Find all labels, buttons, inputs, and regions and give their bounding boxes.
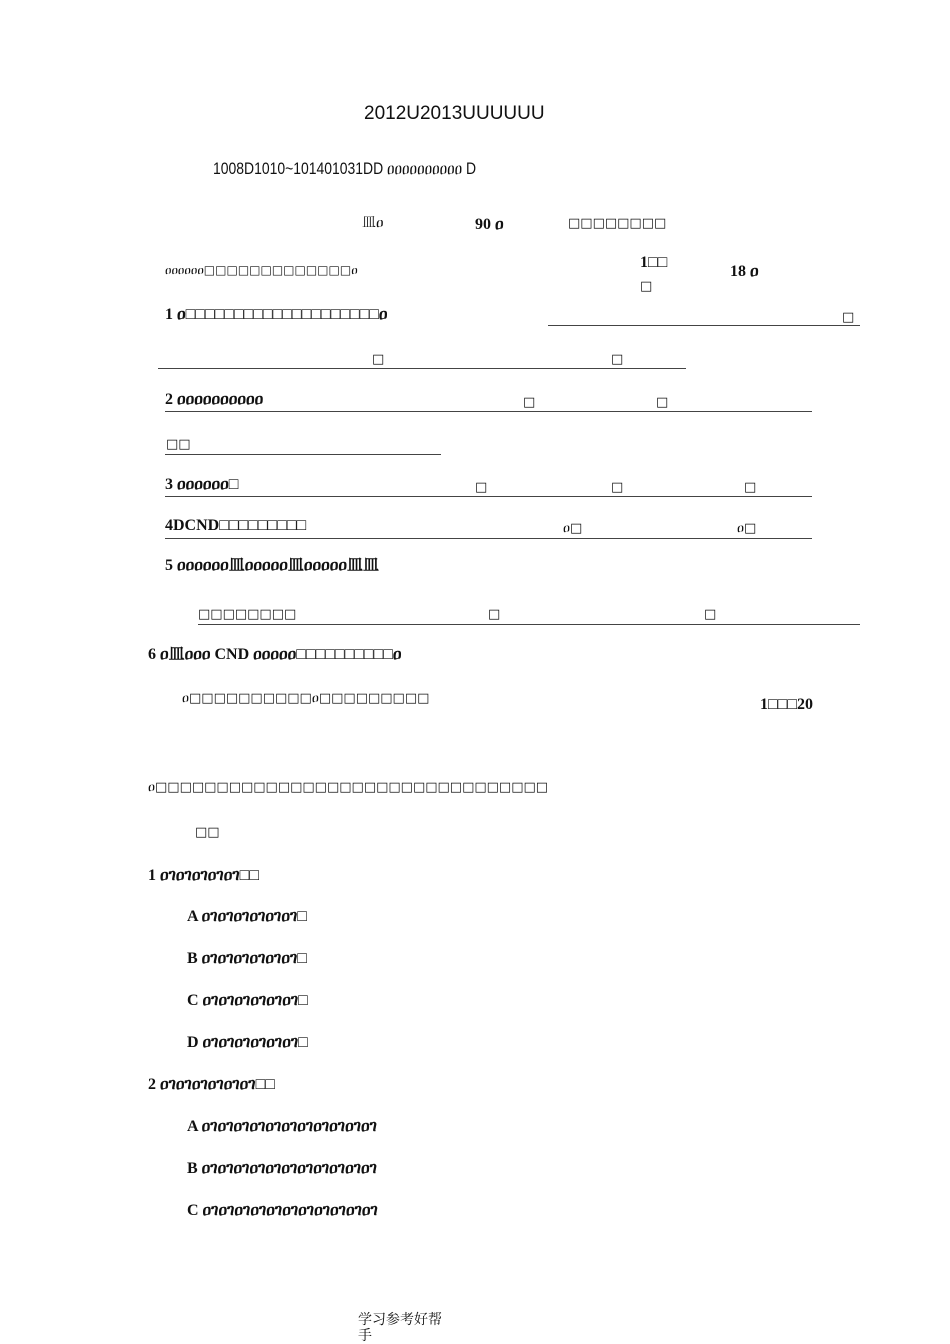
blank-mark: □ xyxy=(488,607,501,622)
answer-line xyxy=(548,325,860,326)
choice-question-1: 1 ዐገዐገዐገዐገዐገ□□ xyxy=(148,867,260,884)
footer-line-1: 学习参考好帮 xyxy=(358,1312,442,1328)
choice-option: D ዐገዐገዐገዐገዐገዐገ□ xyxy=(187,1034,308,1051)
answer-line xyxy=(158,368,686,369)
section1-points-b: □ xyxy=(640,279,653,294)
fill-question-1: 1 ዐ□□□□□□□□□□□□□□□□□□□□ዐ xyxy=(165,306,388,323)
blank-mark: □ xyxy=(611,352,624,367)
blank-mark: □ xyxy=(744,480,757,495)
section2-heading-sub: □□ xyxy=(195,825,220,840)
blank-mark: □ xyxy=(523,395,536,410)
footer-line-2: 手 xyxy=(358,1328,372,1344)
exam-note: □□□□□□□□ xyxy=(568,216,667,231)
answer-line xyxy=(165,411,812,412)
blank-mark: ዐ□ xyxy=(737,521,757,536)
choice-option: C ዐገዐገዐገዐገዐገዐገ□ xyxy=(187,992,308,1009)
q2-continuation: □□ xyxy=(166,437,191,452)
blank-mark: □ xyxy=(704,607,717,622)
blank-mark: □ xyxy=(611,480,624,495)
answer-line xyxy=(165,496,812,497)
blank-mark: □ xyxy=(842,310,855,325)
q6-points-clip xyxy=(760,697,830,710)
fill-question-3: 3 ዐዐዐዐዐዐ□ xyxy=(165,476,239,493)
section1-heading: ዐዐዐዐዐዐ□□□□□□□□□□□□□ዐ xyxy=(165,263,358,277)
choice-option: B ዐገዐገዐገዐገዐገዐገዐገዐገዐገዐገዐገ xyxy=(187,1160,377,1177)
q6-continuation: ዐ□□□□□□□□□□ዐ□□□□□□□□□ xyxy=(182,691,430,706)
choice-question-2: 2 ዐገዐገዐገዐገዐገዐገ□□ xyxy=(148,1076,275,1093)
section2-heading: ዐ□□□□□□□□□□□□□□□□□□□□□□□□□□□□□□□□ xyxy=(148,780,549,795)
fill-question-2: 2 ዐዐዐዐዐዐዐዐዐዐ xyxy=(165,391,264,408)
time-label: 皿ዐ xyxy=(362,216,384,231)
section1-points-total: 18 ዐ xyxy=(730,263,759,280)
choice-option: A ዐገዐገዐገዐገዐገዐገ□ xyxy=(187,908,307,925)
fill-question-4: 4DCND□□□□□□□□□ xyxy=(165,517,307,534)
page-title: 2012U2013UUUUUU xyxy=(364,103,545,124)
fill-question-6: 6 ዐ皿ዐዐዐ CND ዐዐዐዐዐ□□□□□□□□□□ዐ xyxy=(148,646,402,663)
choice-option: B ዐገዐገዐገዐገዐገዐገ□ xyxy=(187,950,307,967)
blank-mark: □ xyxy=(475,480,488,495)
section1-points-a: 1□□ xyxy=(640,254,668,271)
choice-option: C ዐገዐገዐገዐገዐገዐገዐገዐገዐገዐገዐገ xyxy=(187,1202,378,1219)
blank-mark: □ xyxy=(372,352,385,367)
answer-line xyxy=(198,624,860,625)
q6-points: 1□□□20 xyxy=(760,697,813,710)
total-score: 90 ዐ xyxy=(475,216,504,233)
choice-option: A ዐገዐገዐገዐገዐገዐገዐገዐገዐገዐገዐገ xyxy=(187,1118,377,1135)
q5-continuation: □□□□□□□□ xyxy=(198,607,297,622)
answer-line xyxy=(165,454,441,455)
page-subtitle: 1008D1010~101401031DD ዐዐዐዐዐዐዐዐዐዐ D xyxy=(213,159,477,178)
fill-question-5: 5 ዐዐዐዐዐዐ皿ዐዐዐዐዐ皿ዐዐዐዐዐ皿皿 xyxy=(165,557,379,574)
blank-mark: ዐ□ xyxy=(563,521,583,536)
answer-line xyxy=(165,538,812,539)
blank-mark: □ xyxy=(656,395,669,410)
